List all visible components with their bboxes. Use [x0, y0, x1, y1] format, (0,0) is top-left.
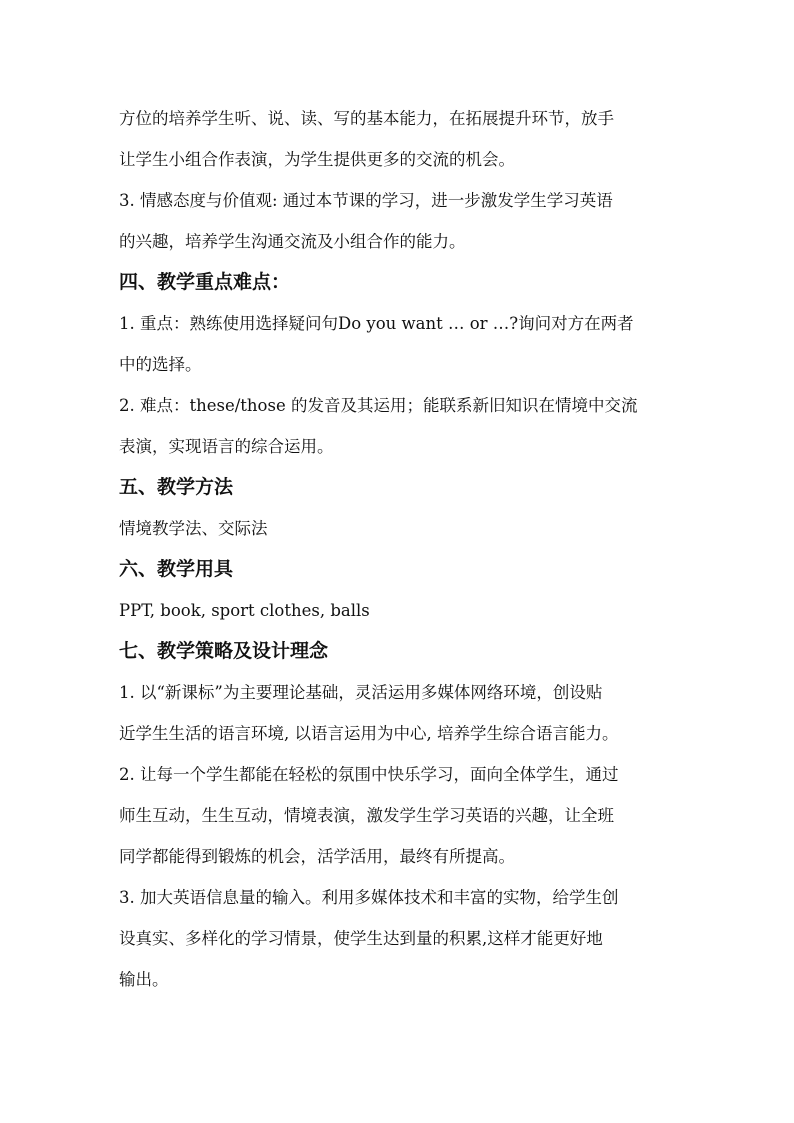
paragraph-strategy-2 — [119, 754, 679, 877]
text-line: PPT, book, sport clothes, balls — [119, 601, 370, 620]
paragraph-difficult-point — [119, 385, 679, 467]
text-line: 的兴趣，培养学生沟通交流及小组合作的能力。 — [119, 232, 466, 251]
text-line: 2. 让每一个学生都能在轻松的氛围中快乐学习，面向全体学生，通过 — [119, 765, 619, 784]
paragraph-strategy-1 — [119, 672, 679, 754]
heading-teaching-aids: 六、教学用具 — [119, 558, 234, 580]
text-line: 2. 难点：these/those 的发音及其运用；能联系新旧知识在情境中交流 — [119, 396, 638, 415]
text-line: 1. 以“新课标”为主要理论基础，灵活运用多媒体网络环境，创设贴 — [119, 683, 603, 702]
text-line: 同学都能得到锻炼的机会，活学活用，最终有所提高。 — [119, 847, 515, 866]
text-line: 近学生生活的语言环境, 以语言运用为中心, 培养学生综合语言能力。 — [119, 724, 619, 743]
heading-strategy-concept: 七、教学策略及设计理念 — [119, 640, 329, 662]
text-line: 设真实、多样化的学习情景，使学生达到量的积累,这样才能更好地 — [119, 929, 603, 948]
text-line: 1. 重点：熟练使用选择疑问句Do you want … or …?询问对方在两者 — [119, 314, 634, 333]
text-line: 师生互动，生生互动，情境表演，激发学生学习英语的兴趣，让全班 — [119, 806, 614, 825]
paragraph-abilities-continued — [119, 98, 679, 180]
text-line: 表演，实现语言的综合运用。 — [119, 437, 334, 456]
text-line: 中的选择。 — [119, 355, 202, 374]
text-line: 输出。 — [119, 970, 169, 989]
text-line: 3. 加大英语信息量的输入。利用多媒体技术和丰富的实物，给学生创 — [119, 888, 619, 907]
text-line: 方位的培养学生听、说、读、写的基本能力，在拓展提升环节，放手 — [119, 109, 614, 128]
heading-teaching-methods: 五、教学方法 — [119, 476, 234, 498]
heading-key-difficult-points: 四、教学重点难点： — [119, 271, 291, 293]
paragraph-teaching-aids — [119, 590, 679, 631]
text-line: 3. 情感态度与价值观: 通过本节课的学习，进一步激发学生学习英语 — [119, 191, 613, 210]
paragraph-key-point — [119, 303, 679, 385]
paragraph-strategy-3 — [119, 877, 679, 1000]
text-line: 让学生小组合作表演，为学生提供更多的交流的机会。 — [119, 150, 515, 169]
paragraph-teaching-methods — [119, 508, 679, 549]
paragraph-emotion-values — [119, 180, 679, 262]
document-body — [119, 98, 679, 1000]
text-line: 情境教学法、交际法 — [119, 519, 268, 538]
